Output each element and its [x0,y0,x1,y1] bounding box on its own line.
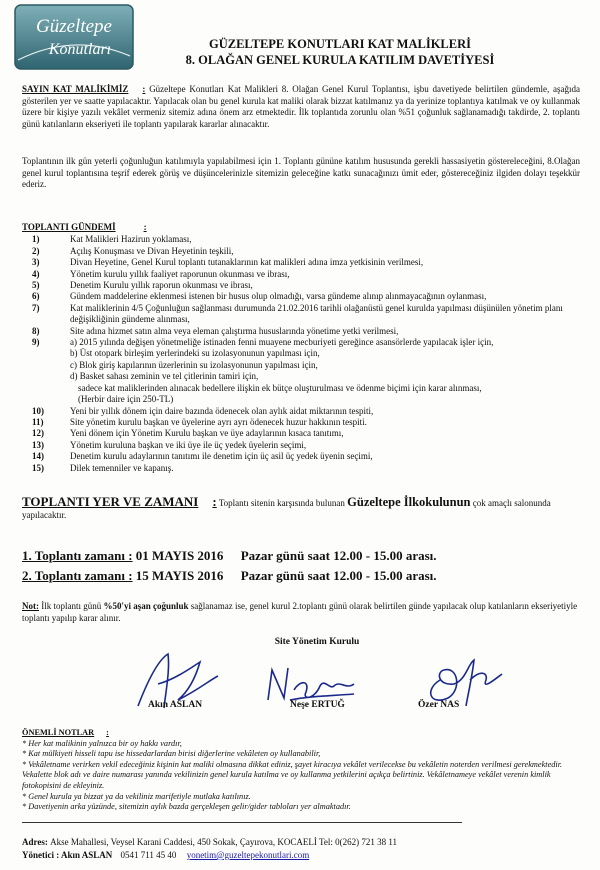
meeting-time-1 [22,546,592,566]
agenda-item [22,383,582,394]
note-item: * Her kat malikinin yalnızca bir oy hakkı vardır, [22,738,182,748]
meeting-detail: Pazar günü saat 12.00 - 15.00 arası. [240,548,437,563]
intro-text-2: Toplantının ilk gün yeterli çoğunluğun katılımıyla yapılabilmesi için 1. Toplantı gününe katılım hususunda gerekli hassasiyetin göstereleceğini, 8.Olağan genel kurul toplantısına teşrif ederek görüş ve düşüncelerinizle sitemizin geleceğine katkı sunacağınızı ümit eder, göstereceğiniz ilgiden dolayı teşekkür ederiz. [22,156,580,190]
agenda-number: 15) [32,462,44,473]
agenda-number [22,383,70,394]
manager-phone: 0541 711 45 40 [120,850,177,860]
board-title: Site Yönetim Kurulu [274,637,360,647]
note-item: * Davetiyenin arka yüzünde, sitemizin aylık bazda gerçekleşen gelir/gider tabloları yer almaktadır. [22,802,351,812]
salutation: SAYIN KAT MALİKİMİZ [22,84,129,94]
agenda-text: Yönetim kurulu yıllık faaliyet raporunun okunması ve ibrası, [70,268,290,279]
agenda-colon: : [143,222,147,232]
note-text-2: sağlanamaz ise, genel kurul 2.toplantı günü olarak belirtilen günde yapılacak olup katılanların ekseriyetiyle toplantı yapılıp karar alınır. [22,601,578,623]
guzeltepe-logo [14,4,134,70]
agenda-item [22,451,582,462]
agenda-item [22,463,582,474]
note-item: * Vekâletname verirken vekil edeceğiniz kişinin kat maliki olmasına dikkat ediniz, şayet kiracıya vekâlet verilecekse bu vekâletin noterden verilmesi gerekmektedir. Vekalette blok adı ve daire numarası yanında vekilinizin genel kurula katılma ve oy kullanma yetkilerini açıkça belirtiniz. Vekâletnameye vekâlet verenin kimlik fotokopisini de ekleyiniz. [22,759,563,790]
title-line-1: GÜZELTEPE KONUTLARI KAT MALİKLERİ [209,37,471,51]
agenda-number: 5) [32,280,40,291]
signatory-name-2: Neşe ERTUĞ [290,700,345,710]
note-label: Not: [22,601,39,611]
meeting-date: 01 MAYIS 2016 [135,548,224,563]
agenda-text: (Herbir daire için 250-TL) [78,394,174,405]
agenda-number: 8) [32,325,40,336]
logo-text-1: Güzeltepe [36,16,112,37]
note-item: * Genel kurula ya bizzat ya da vekiliniz marifetiyle mutlaka katılınız. [22,791,251,801]
important-notes [22,728,582,813]
agenda-text: Yeni bir yıllık dönem için daire bazında ödenecek olan aylık aidat miktarının tespiti, [70,405,374,416]
venue-name: Güzeltepe İlkokulunun [347,495,471,509]
agenda-text: Kat Malikleri Hazirun yoklaması, [70,234,192,245]
notes-heading: ÖNEMLİ NOTLAR [22,728,95,737]
meeting-time-label: 1. Toplantı zamanı : [22,548,133,563]
page-title [160,36,520,68]
notes-list [22,739,582,813]
agenda-text: Site adına hizmet satın alma veya eleman çalıştırma hususlarında yönetime yetki verilmesi, [70,325,399,336]
agenda-text: Divan Heyetine, Genel Kurul toplantı tutanaklarının kat malikleri adına imza yetkisinin verilmesi, [70,257,424,268]
agenda-text: Denetim Kurulu yıllık raporun okunması ve ibrası, [70,280,253,291]
agenda-item [22,291,582,302]
agenda-number: 12) [32,428,44,439]
agenda-number: 10) [32,405,44,416]
address-label: Adres: [22,837,48,847]
email-link[interactable]: yonetim@guzeltepekonutlari.com [186,850,310,860]
agenda-item [22,257,582,268]
agenda-heading: TOPLANTI GÜNDEMİ [22,222,116,232]
place-section [22,496,582,521]
agenda-number: 2) [32,245,40,256]
agenda-number: 14) [32,451,44,462]
agenda-number: 13) [32,439,44,450]
agenda-text: a) 2015 yılında değişen yönetmeliğe istinaden fenni muayene mecburiyeti gereğince asansörlerde yapılacak işler için, [70,337,494,348]
agenda-number: 3) [32,257,40,268]
agenda-number [22,371,70,382]
logo-text-2: Konutları [48,41,112,58]
agenda-text: sadece kat maliklerinden alınacak bedellere ilişkin ek bütçe oluşturulması ve ödenme biçimi için karar alınması, [78,382,482,393]
title-line-2: 8. OLAĞAN GENEL KURULA KATILIM DAVETİYESİ [185,53,495,67]
agenda-item [22,348,582,359]
agenda-text: Açılış Konuşması ve Divan Heyetinin teşkili, [70,245,234,256]
intro-paragraph-2 [22,156,580,191]
agenda-number: 6) [32,291,40,302]
agenda-number [22,394,70,405]
agenda-text: Yeni dönem için Yönetim Kurulu başkan ve üye adaylarının kısaca tanıtımı, [70,428,344,439]
signatory-name-3: Özer NAS [418,700,460,710]
footer-divider [22,822,462,823]
agenda-text: Dilek temenniler ve kapanış. [70,462,174,473]
agenda-number: 9) [32,337,40,348]
salutation-colon: : [142,84,146,94]
intro-text: Güzeltepe Konutları Kat Malikleri 8. Olağan Genel Kurul Toplantısı, işbu davetiyede belirtilen gündemle, aşağıda gösterilen yer ve saatte yapılacaktır. Yapılacak olan bu genel kurula kat maliki olarak bizzat katılmanız ya da yerinize toplantıya katılmak ve oy kullanmak üzere bir kişiye yazılı vekâlet vermeniz sitemiz adına önem arz etmektedir. İlk toplantıda zorunlu olan %51 çoğunluk sağlanamadığı takdirde, 2. toplantı günü katılanların ekseriyeti ile toplantı yapılarak kararlar alınacaktır. [22,84,581,129]
place-text-1: Toplantı sitenin karşısında bulunan [218,498,345,508]
meeting-time-2 [22,566,592,586]
manager-label: Yönetici : Akın ASLAN [22,850,113,860]
agenda-text: d) Basket sahası zeminin ve tel çitlerinin tamiri için, [70,371,259,382]
agenda-item [22,371,582,382]
place-heading: TOPLANTI YER VE ZAMANI [22,494,199,509]
agenda-item [22,303,582,326]
agenda-item [22,440,582,451]
agenda-text: Gündem maddelerine eklenmesi istenen bir husus olup olmadığı, varsa gündeme alınıp alınmayacağının oylanması, [70,291,487,302]
agenda-item [22,394,582,405]
meeting-times [22,546,592,586]
agenda-number: 7) [32,302,40,313]
agenda-item [22,360,582,371]
intro-paragraph [22,84,580,130]
signatory-name-1: Akın ASLAN [148,700,203,710]
agenda-number [22,348,70,359]
agenda-item [22,234,582,245]
quorum-note [22,601,582,624]
meeting-detail: Pazar günü saat 12.00 - 15.00 arası. [240,568,437,583]
agenda-item [22,428,582,439]
agenda-text: Denetim kurulu adaylarının tanıtımı ile denetim için üç asil üç yedek üyenin seçimi, [70,451,373,462]
place-colon: : [212,494,217,509]
agenda-list [22,234,582,474]
agenda-number: 1) [32,234,40,245]
agenda-item [22,326,582,337]
agenda-item [22,417,582,428]
agenda-item [22,280,582,291]
agenda-section [22,222,582,474]
notes-colon: : [106,728,109,737]
meeting-time-label: 2. Toplantı zamanı : [22,568,133,583]
address-text: Akse Mahallesi, Veysel Karani Caddesi, 450 Sokak, Çayırova, KOCAELİ Tel: 0(262) 721 38 11 [50,837,397,847]
agenda-text: c) Blok giriş kapılarının üzerlerinin su izolasyonunun yapılması için, [70,359,318,370]
note-item: * Kat mülkiyeti hisseli tapu ise hissedarlardan birisi diğerlerine vekâleten oy kullanabilir, [22,749,321,759]
meeting-date: 15 MAYIS 2016 [135,568,224,583]
agenda-text: Kat maliklerinin 4/5 Çoğunluğun sağlanması durumunda 21.02.2016 tarihli olağanüstü genel kurulda yapılması düşünülen yönetim planı değişikliğinin gündeme alınması, [70,302,563,325]
agenda-text: b) Üst otopark birleşim yerlerindeki su izolasyonunun yapılması için, [70,348,320,359]
agenda-item [22,337,582,348]
agenda-item [22,406,582,417]
place-text-2: çok amaçlı salonunda yapılacaktır. [22,498,551,520]
agenda-number: 4) [32,268,40,279]
note-text-1: İlk toplantı günü [41,601,102,611]
agenda-text: Site yönetim kurulu başkan ve üyelerine ayrı ayrı ödenecek huzur hakkının tespiti. [70,416,367,427]
agenda-item [22,269,582,280]
agenda-number [22,360,70,371]
agenda-item [22,246,582,257]
footer [22,836,592,862]
agenda-text: Yönetim kuruluna başkan ve iki üye ile üç yedek üyelerin seçimi, [70,439,307,450]
note-bold: %50'yi aşan çoğunluk [103,601,189,611]
agenda-number: 11) [32,416,44,427]
